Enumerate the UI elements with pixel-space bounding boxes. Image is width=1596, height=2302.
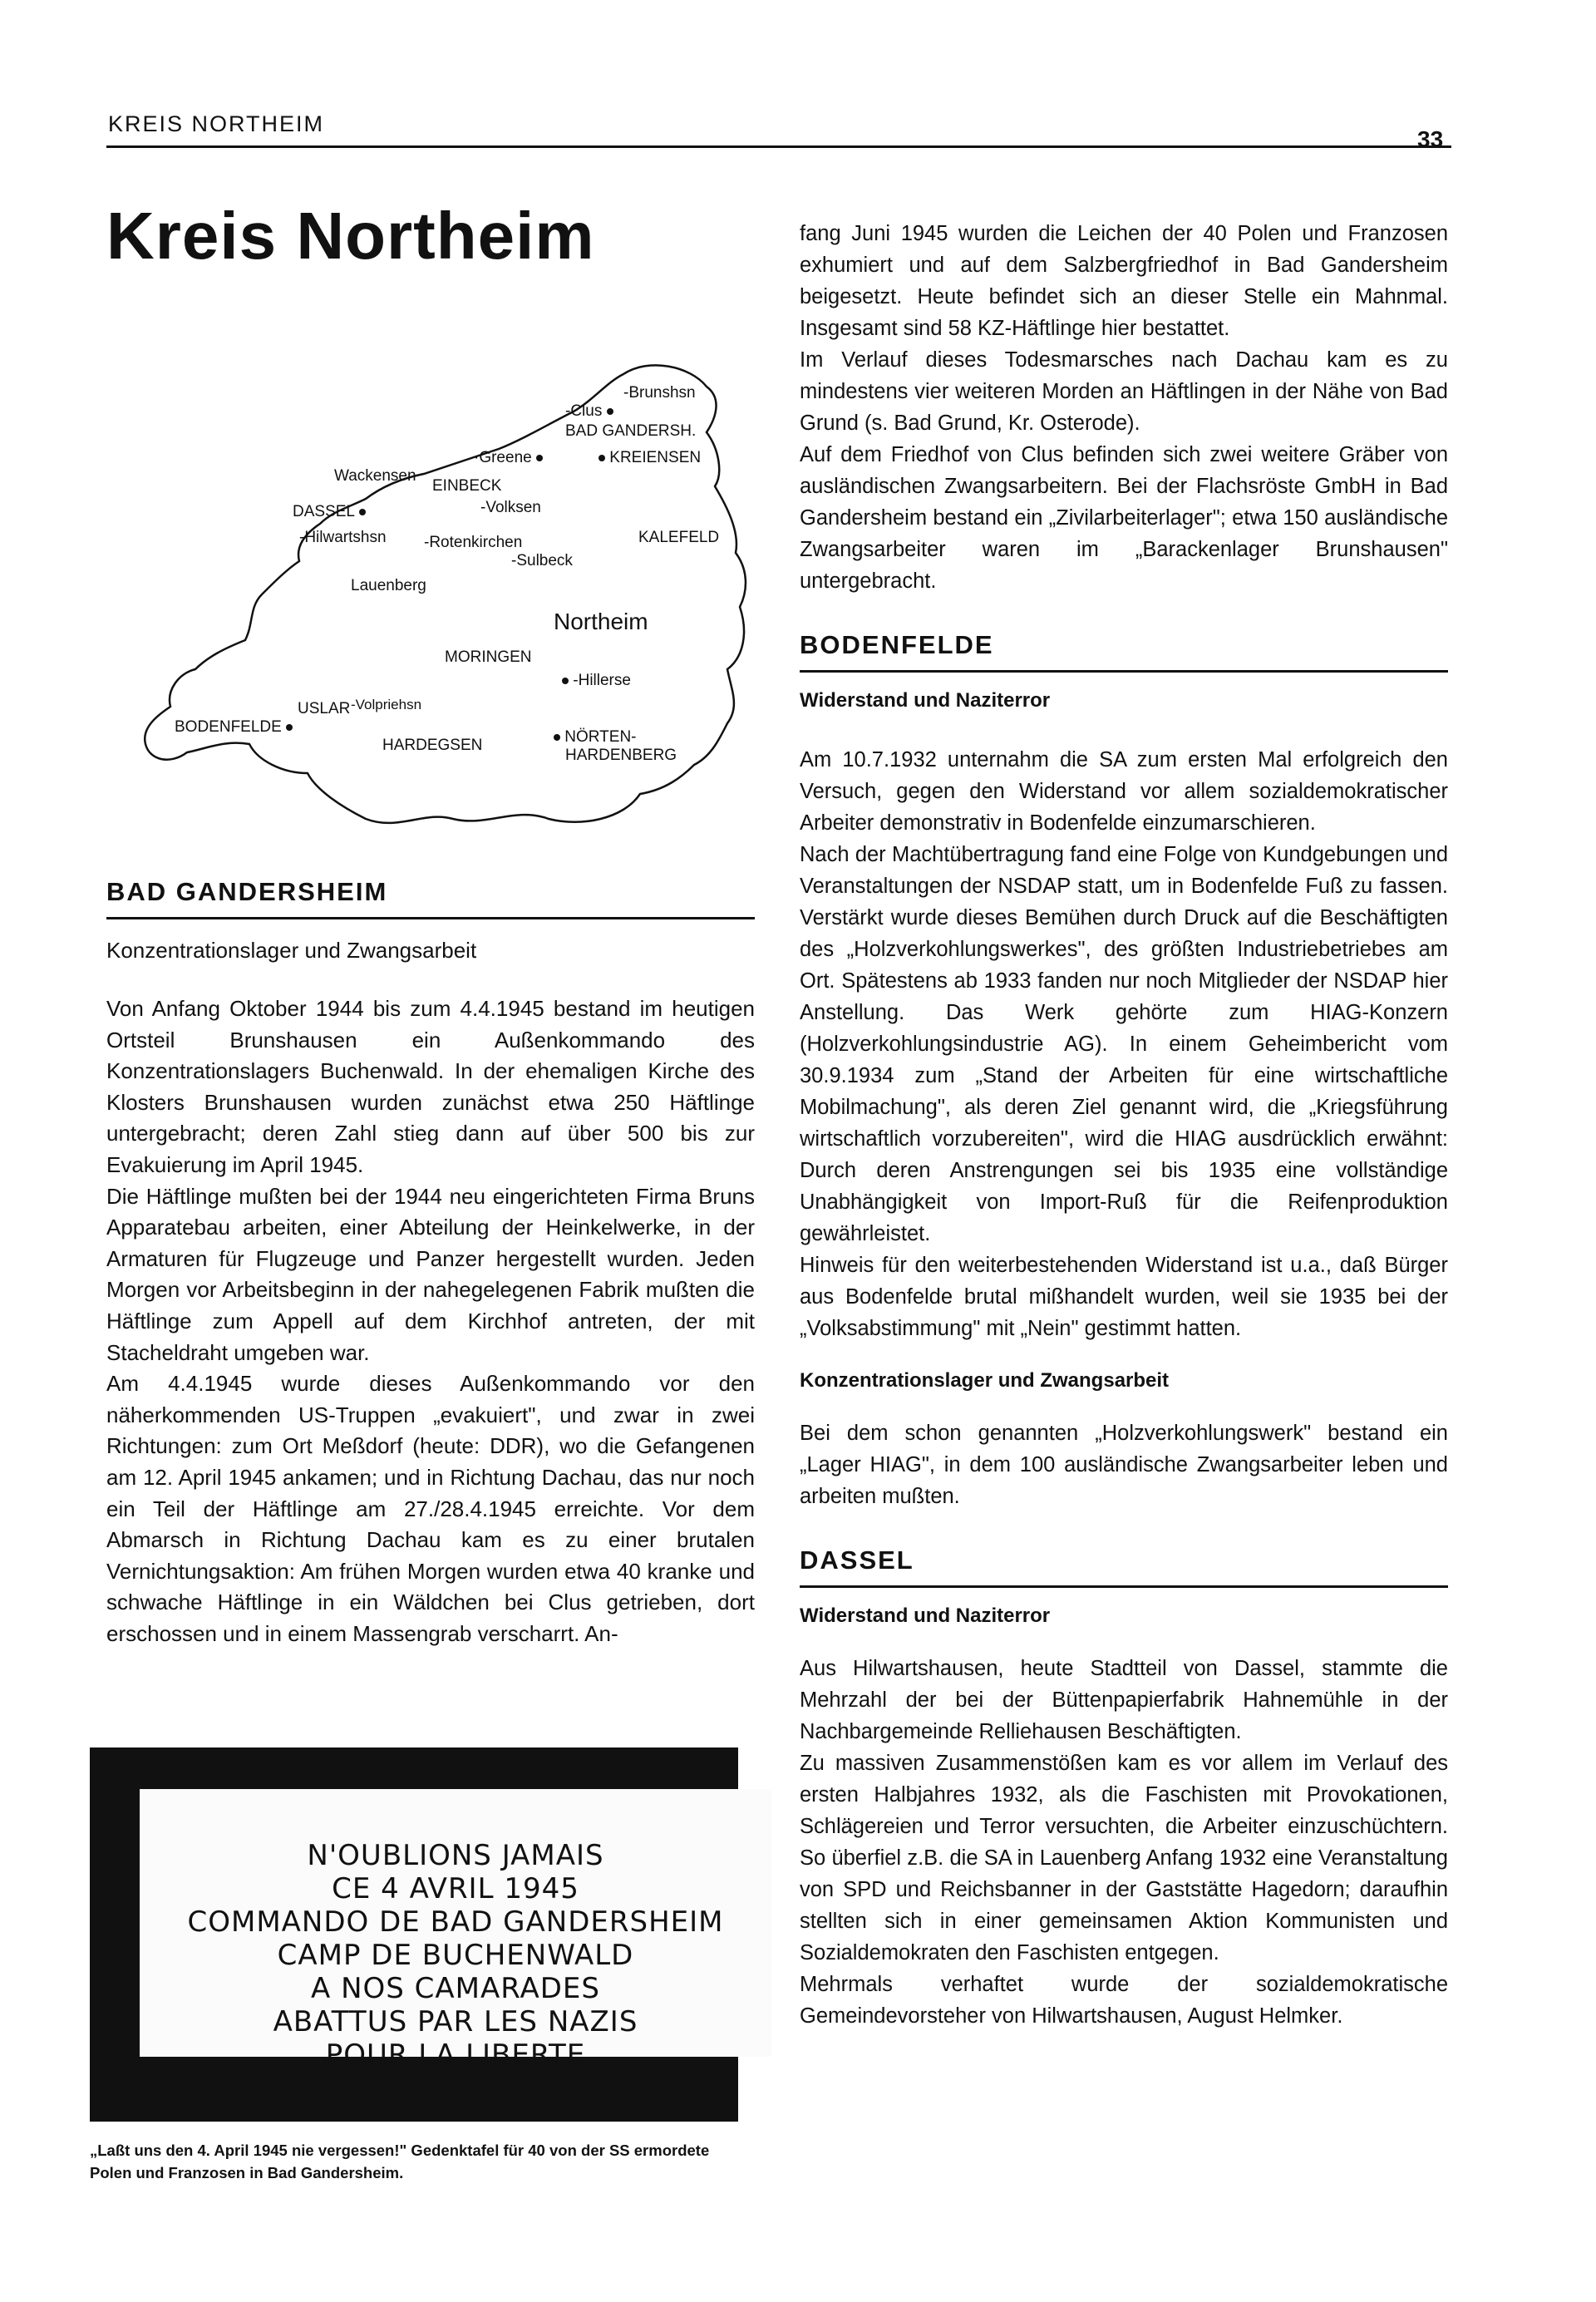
paragraph: Hinweis für den weiterbestehenden Widerstand ist u.a., daß Bürger aus Bodenfelde brutal mißhandelt wurden, weil sie 1935 bei der „Volksabstimmung" mit „Nein" gestimmt hatten.	[800, 1254, 1448, 1340]
memorial-emblem-icon: ♱	[442, 2071, 469, 2109]
paragraph: fang Juni 1945 wurden die Leichen der 40 Polen und Franzosen exhumiert und auf dem Salzbergfriedhof in Bad Gandersheim beigesetzt. Heute befindet sich an dieser Stelle ein Mahnmal. Insgesamt sind 58 KZ-Häftlinge hier bestattet.	[800, 222, 1448, 340]
right-column	[800, 218, 1448, 2032]
inscription-line: A NOS CAMARADES	[311, 1972, 600, 2005]
map-label-moringen: MORINGEN	[445, 648, 532, 666]
map-label-hardegsen: HARDEGSEN	[382, 737, 483, 754]
map-label-bodenfelde-text: BODENFELDE	[175, 718, 282, 736]
section-heading-bad-gandersheim: BAD GANDERSHEIM	[106, 877, 388, 906]
subheading-widerstand: Widerstand und Naziterror	[800, 689, 1051, 712]
map-label-clus-text: -Clus	[565, 402, 603, 420]
map-dot-clus	[607, 408, 613, 415]
map-label-kreiensen	[598, 449, 701, 467]
district-outline	[108, 341, 765, 840]
paragraph: Von Anfang Oktober 1944 bis zum 4.4.1945 bestand im heutigen Ortsteil Brunshausen ein Außenkommando des Konzentrationslagers Buchenwald. In der ehemaligen Kirche des Klosters Brunshausen wurden zunächst etwa 250 Häftlinge untergebracht; deren Zahl stieg dann auf über 500 bis zur Evakuierung im April 1945.	[106, 996, 755, 1177]
inscription-line: COMMANDO DE BAD GANDERSHEIM	[187, 1905, 724, 1939]
section-bad-gandersheim	[106, 877, 755, 1649]
map-label-lauenberg: Lauenberg	[351, 577, 426, 594]
running-head: KREIS NORTHEIM	[108, 111, 325, 136]
body-text-bad-gandersheim-continued	[800, 218, 1448, 597]
section-heading-bodenfelde: BODENFELDE	[800, 630, 994, 659]
map-label-hardenberg: HARDENBERG	[565, 747, 677, 764]
map-label-volksen: -Volksen	[480, 499, 541, 516]
map-label-greene-text: ·Greene	[474, 449, 532, 466]
map-label-uslar: USLAR	[298, 700, 351, 717]
memorial-plaque-photo	[90, 1747, 738, 2122]
memorial-inscription	[140, 1839, 771, 2108]
map-label-volpriehsn: -Volpriehsn	[351, 697, 422, 712]
paragraph: Nach der Machtübertragung fand eine Folge von Kundgebungen und Veranstaltungen der NSDAP statt, um in Bodenfelde Fuß zu fassen. Verstärkt wurde dieses Bemühen durch Druck auf die Beschäftigten des „Holzverkohlungswerkes", des größten Industriebetriebes am Ort. Spätestens ab 1933 fanden nur noch Mitglieder der NSDAP hier Anstellung. Das Werk gehörte zum HIAG-Konzern (Holzverkohlungsindustrie AG). In einem Geheimbericht vom 30.9.1934 zum „Stand der Arbeiten für eine wirtschaftliche Mobilmachung", als deren Ziel genannt wird, die „Kriegsführung wirtschaftlich vorzubereiten", wird die HIAG ausdrücklich erwähnt: Durch deren Anstrengungen sei bis 1935 eine vollständige Unabhängigkeit von Import-Ruß für die Reifenproduktion gewährleistet.	[800, 843, 1448, 1245]
map-label-dassel-text: DASSEL	[293, 503, 355, 520]
body-text-dassel	[800, 1653, 1448, 2032]
map-dot-greene	[536, 455, 543, 461]
map-label-kalefeld: KALEFELD	[638, 529, 720, 546]
inscription-line: N'OUBLIONS JAMAIS	[307, 1839, 604, 1872]
paragraph: Mehrmals verhaftet wurde der sozialdemokratische Gemeindevorsteher von Hilwartshausen, August Helmker.	[800, 1973, 1448, 2028]
inscription-line: ABATTUS PAR LES NAZIS	[273, 2005, 638, 2038]
map-label-sulbeck: -Sulbeck	[511, 552, 573, 569]
paragraph: Im Verlauf dieses Todesmarsches nach Dachau kam es zu mindestens vier weiteren Morden an Häftlingen in der Nähe von Bad Grund (s. Bad Grund, Kr. Osterode).	[800, 348, 1448, 435]
map-dot-kreiensen	[598, 455, 605, 461]
inscription-line: POUR LA LIBERTE	[325, 2038, 586, 2072]
paragraph: Aus Hilwartshausen, heute Stadtteil von Dassel, stammte die Mehrzahl der bei der Büttenpapierfabrik Hahnemühle in der Nachbargemeinde Relliehausen Beschäftigten.	[800, 1657, 1448, 1743]
map-dot-dassel	[359, 509, 366, 515]
map-label-clus	[565, 402, 613, 421]
section-rule	[800, 1585, 1448, 1588]
paragraph: Zu massiven Zusammenstößen kam es vor allem im Verlauf des ersten Halbjahres 1932, als die Faschisten mit Provokationen, Schlägereien und Terror versuchten, die Arbeiter einzuschüchtern. So überfiel z.B. die SA in Lauenberg Anfang 1932 eine Veranstaltung von SPD und Reichsbanner in der Gaststätte Hagedorn; daraufhin stellten sich in einer gemeinsamen Aktion Kommunisten und Sozialdemokraten den Faschisten entgegen.	[800, 1752, 1448, 1964]
map-dot-bodenfelde	[286, 724, 293, 731]
subheading-konzentrationslager-bodenfelde: Konzentrationslager und Zwangsarbeit	[800, 1369, 1170, 1392]
inscription-line: CAMP DE BUCHENWALD	[277, 1939, 634, 1972]
map-label-wackensen: Wackensen	[334, 467, 416, 485]
map-label-rotenkirchen: -Rotenkirchen	[424, 534, 523, 551]
map-dot-noerten	[554, 734, 560, 741]
page-title: Kreis Northeim	[106, 199, 595, 273]
map-label-hilwartshsn: -Hilwartshsn	[299, 529, 387, 546]
map-label-noerten-text: NÖRTEN-	[564, 728, 637, 746]
paragraph: Am 10.7.1932 unternahm die SA zum ersten Mal erfolgreich den Versuch, gegen den Widerstand vor allem sozialdemokratischer Arbeiter demonstrativ in Bodenfelde einzumarschieren.	[800, 748, 1448, 835]
map-label-kreiensen-text: KREIENSEN	[609, 449, 702, 466]
body-text-bodenfelde-lager	[800, 1417, 1448, 1512]
body-text-bodenfelde	[800, 744, 1448, 1344]
subheading-konzentrationslager: Konzentrationslager und Zwangsarbeit	[106, 938, 477, 963]
section-rule	[800, 670, 1448, 673]
paragraph: Die Häftlinge mußten bei der 1944 neu eingerichteten Firma Bruns Apparatebau arbeiten, einer Abteilung der Heinkelwerke, in der Armaturen für Flugzeuge und Panzer hergestellt wurden. Jeden Morgen vor Arbeitsbeginn in der nahegelegenen Fabrik mußten die Häftlinge zum Appell auf dem Kirchhof antreten, der mit Stacheldraht umgeben war.	[106, 1183, 755, 1365]
subheading-widerstand-dassel: Widerstand und Naziterror	[800, 1604, 1051, 1627]
paragraph: Am 4.4.1945 wurde dieses Außenkommando vor den näherkommenden US-Truppen „evakuiert", und zwar in zwei Richtungen: zum Ort Meßdorf (heute: DDR), wo die Gefangenen am 12. April 1945 ankamen; und in Richtung Dachau, das nur noch ein Teil der Häftlinge am 27./28.4.1945 erreichte. Vor dem Abmarsch in Richtung Dachau kam es zu einer brutalen Vernichtungsaktion: Am frühen Morgen wurden etwa 40 kranke und schwache Häftlinge in ein Wäldchen bei Clus getrieben, dort erschossen und in einem Massengrab verscharrt. An-	[106, 1371, 755, 1646]
inscription-line: CE 4 AVRIL 1945	[332, 1872, 579, 1905]
map-label-brunshsn: -Brunshsn	[623, 384, 696, 402]
district-map	[108, 341, 765, 840]
map-label-greene	[474, 449, 543, 467]
map-label-hillerse-text: -Hillerse	[573, 672, 631, 689]
section-rule	[106, 917, 755, 919]
page-number: 33	[1417, 126, 1444, 152]
body-text-bad-gandersheim	[106, 993, 755, 1649]
map-label-einbeck: EINBECK	[432, 477, 502, 495]
map-label-hillerse	[562, 672, 631, 690]
map-label-bodenfelde	[175, 718, 293, 737]
section-heading-dassel: DASSEL	[800, 1545, 914, 1575]
map-label-noerten	[554, 728, 637, 747]
map-label-dassel	[293, 503, 366, 521]
map-label-bad-gandersheim: BAD GANDERSH.	[565, 422, 697, 440]
photo-caption: „Laßt uns den 4. April 1945 nie vergessen!" Gedenktafel für 40 von der SS ermordete Polen und Franzosen in Bad Gandersheim.	[90, 2142, 710, 2181]
paragraph: Bei dem schon genannten „Holzverkohlungswerk" bestand ein „Lager HIAG", in dem 100 ausländische Zwangsarbeiter leben und arbeiten mußten.	[800, 1422, 1448, 1508]
header-rule	[106, 145, 1451, 148]
paragraph: Auf dem Friedhof von Clus befinden sich zwei weitere Gräber von ausländischen Zwangsarbeitern. Bei der Flachsröste GmbH in Bad Gandersheim bestand ein „Zivilarbeiterlager"; etwa 150 ausländische Zwangsarbeiter waren im „Barackenlager Brunshausen" untergebracht.	[800, 443, 1448, 593]
map-dot-hillerse	[562, 678, 569, 684]
memorial-plate	[140, 1789, 771, 2109]
map-label-northeim: Northeim	[554, 609, 648, 634]
